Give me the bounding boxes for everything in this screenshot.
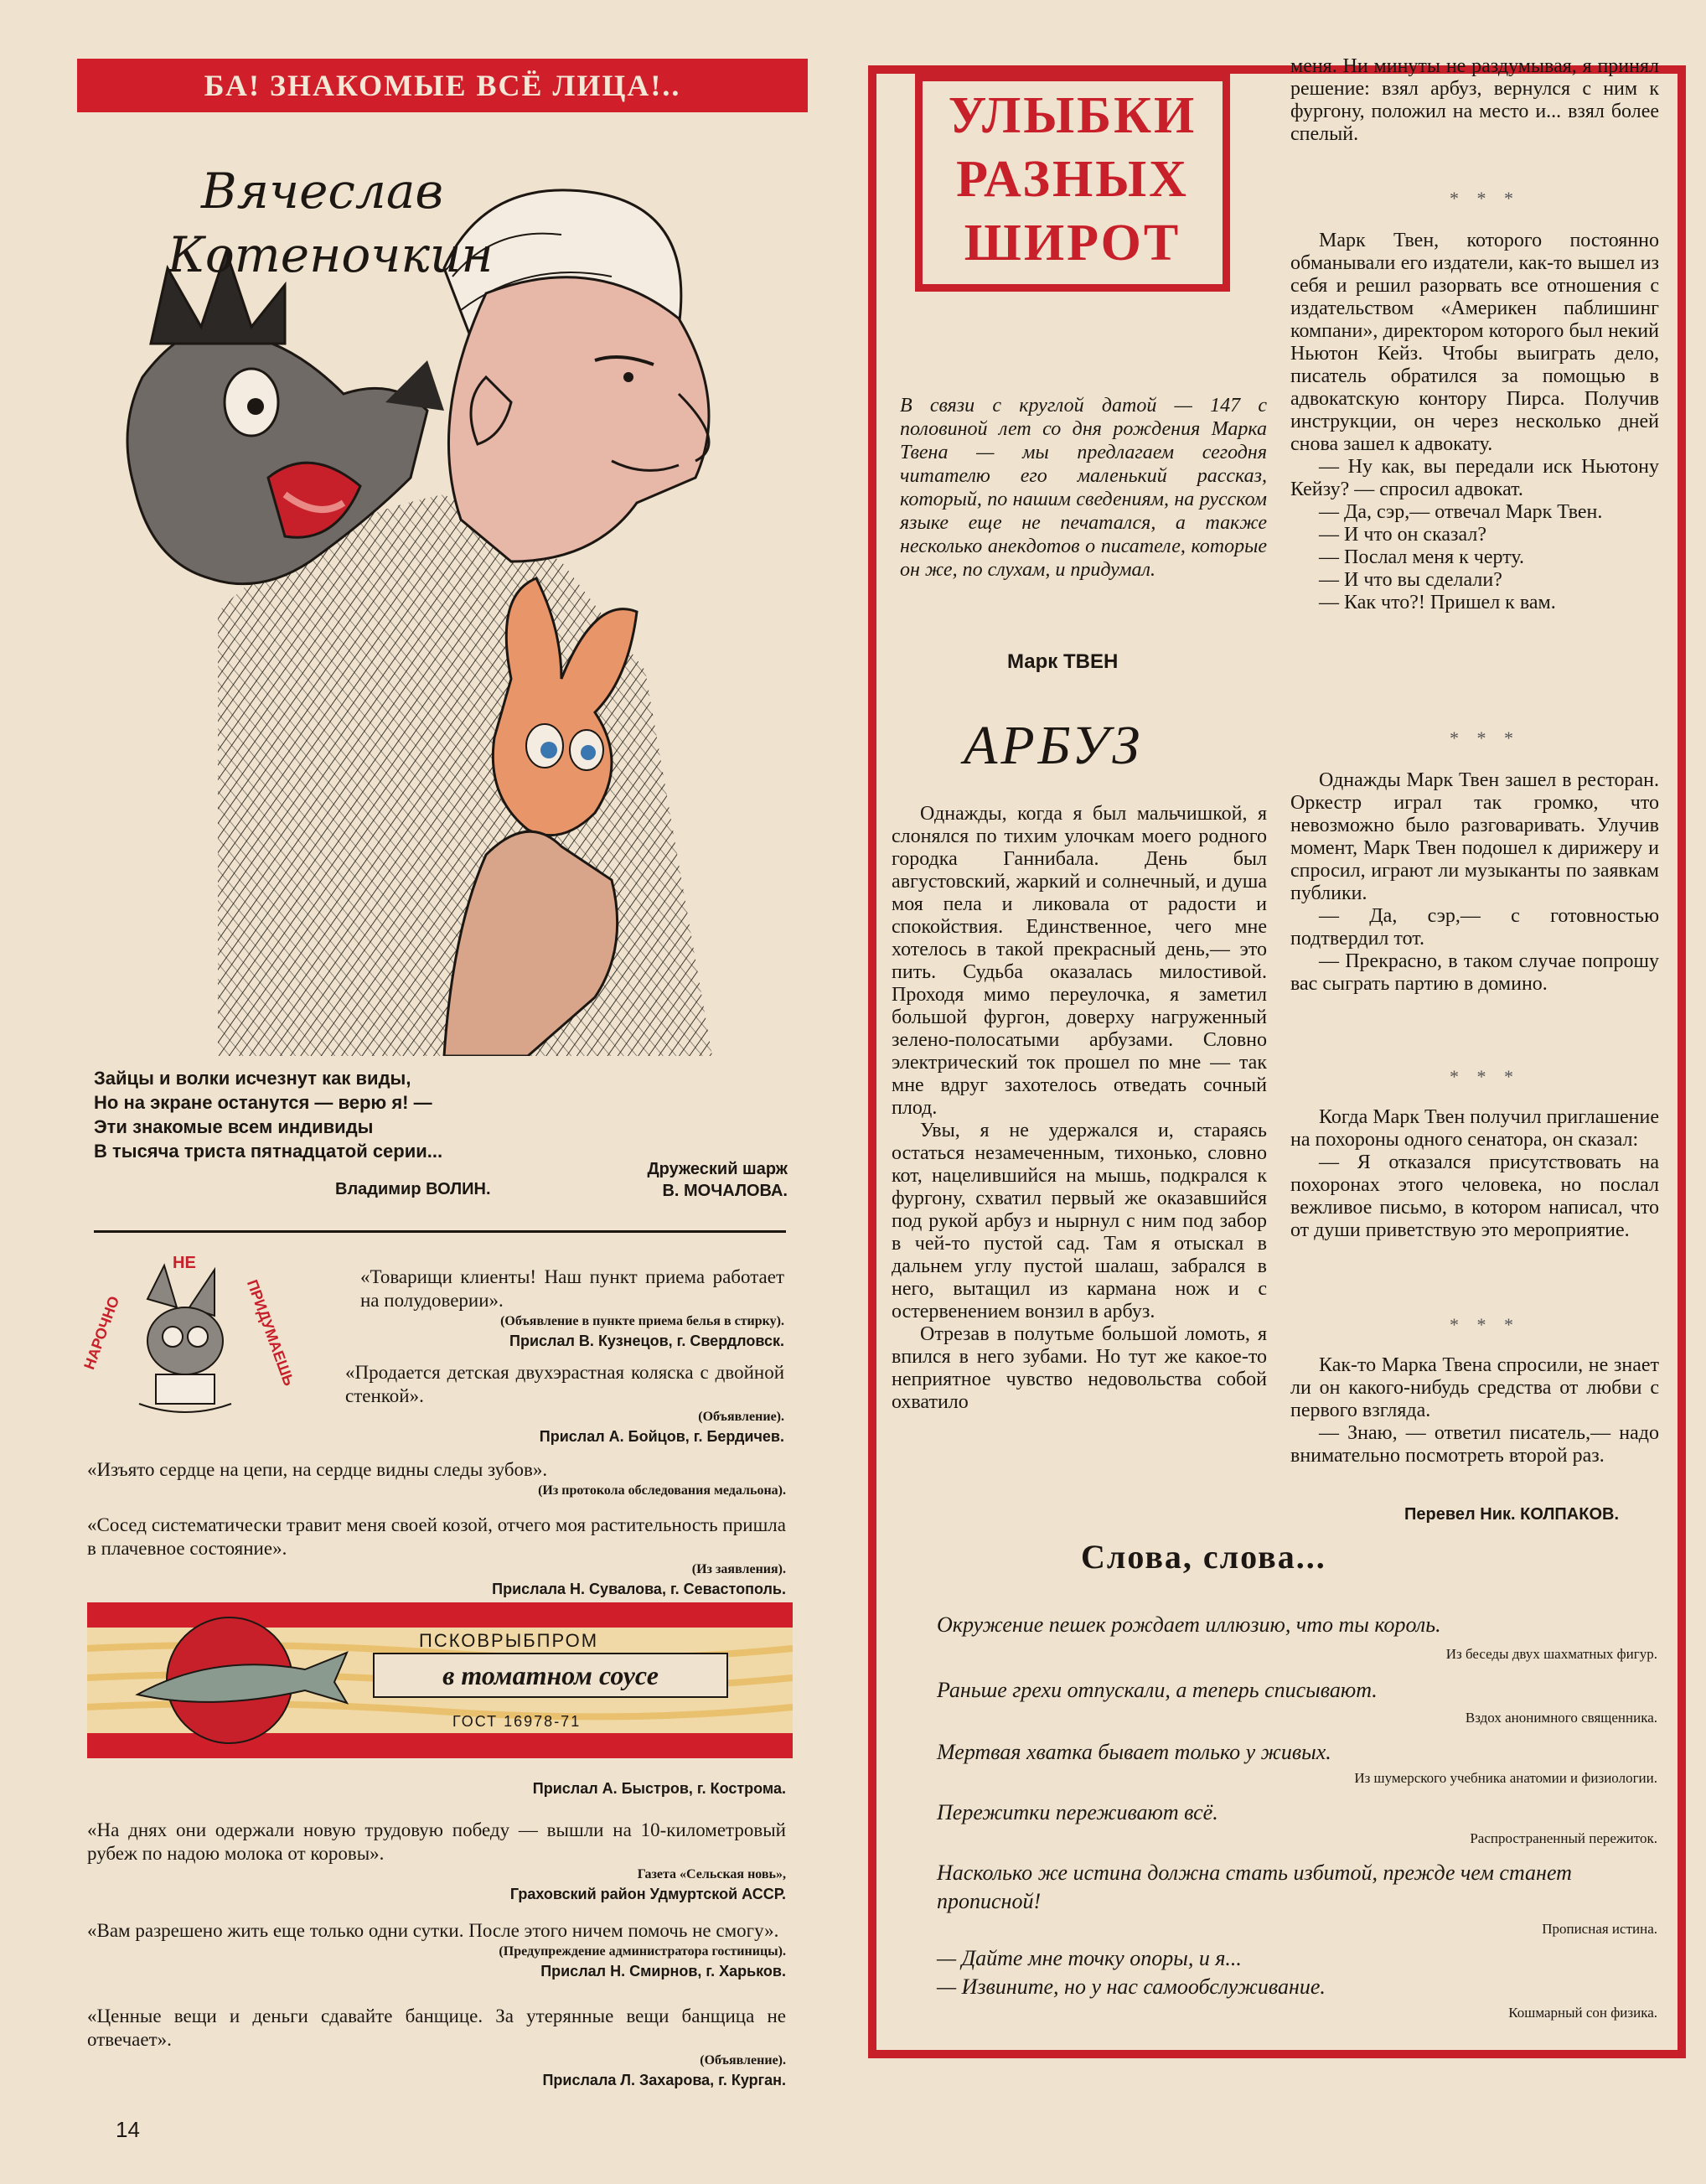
signature-last-name: Котеночкин bbox=[168, 226, 494, 283]
rubric-word-right: ПРИДУМАЕШЬ bbox=[243, 1277, 298, 1389]
aphorism-text: Раньше грехи отпускали, а теперь списывают. bbox=[937, 1678, 1378, 1702]
banner-title: БА! ЗНАКОМЫЕ ВСЁ ЛИЦА!.. bbox=[204, 69, 681, 102]
quote-source: Газета «Сельская новь», bbox=[637, 1867, 786, 1881]
story-paragraph: Увы, я не удержался и, стараясь остаться незамеченным, тихонько, словно кот, нацелившийся на мышь, подкрался к фургону, схватил первый же оказавшийся под рукой арбуз и нырнул с ним под забор в чей-то пустой сад. Там я отыскал в дальнем углу пустой шалаш, забрался в него, вытащил из кармана нож и с остервенением вонзил в арбуз. bbox=[892, 1120, 1267, 1322]
donkey-icon bbox=[89, 1249, 282, 1433]
anecdote-paragraph: — И что вы сделали? bbox=[1319, 569, 1502, 591]
anecdote-paragraph: — Знаю, — ответил писатель,— надо внимательно посмотреть второй раз. bbox=[1290, 1422, 1659, 1467]
anecdote bbox=[1290, 1106, 1659, 1242]
anecdote-paragraph: Однажды Марк Твен зашел в ресторан. Оркестр играл так громко, что невозможно было разговаривать. Улучив момент, Марк Твен подошел к дирижеру и спросил, играют ли музыканты по заявкам публики. bbox=[1290, 769, 1659, 904]
quote-source: (Объявление в пункте приема белья в стирку). bbox=[500, 1314, 784, 1328]
can-product: в томатном соусе bbox=[373, 1653, 728, 1698]
aphorism-source: Из беседы двух шахматных фигур. bbox=[1445, 1646, 1657, 1662]
aphorism-text: — Дайте мне точку опоры, и я... bbox=[937, 1946, 1242, 1970]
story-continuation: меня. Ни минуты не раздумывая, я принял решение: взял арбуз, вернулся с ним к фургону, положил на место и... взял более спелый. bbox=[1290, 55, 1659, 145]
anecdote bbox=[1290, 769, 1659, 996]
story-title: АРБУЗ bbox=[964, 715, 1144, 776]
quote-sender: Прислал А. Быстров, г. Кострома. bbox=[532, 1780, 786, 1797]
story-paragraph: Отрезав в полутьме большой ломоть, я впился в него зубами. Но тут же какое-то неприятное чувство недовольства собой охватило bbox=[892, 1323, 1267, 1413]
quote-text: «Продается детская двухэрастная коляска с двойной стенкой». bbox=[345, 1362, 784, 1406]
anecdote-paragraph: Когда Марк Твен получил приглашение на похороны одного сенатора, он сказал: bbox=[1290, 1106, 1659, 1151]
poem-line: Эти знакомые всем индивиды bbox=[94, 1116, 374, 1137]
anecdote-paragraph: Как-то Марка Твена спросили, не знает ли он какого-нибудь средства от любви с первого взгляда. bbox=[1290, 1354, 1659, 1421]
quote-sender: Прислал В. Кузнецов, г. Свердловск. bbox=[509, 1333, 784, 1349]
quote-sender: Прислала Л. Захарова, г. Курган. bbox=[542, 2072, 786, 2088]
quote-item bbox=[87, 2005, 786, 2090]
aphorism-text: Окружение пешек рождает иллюзию, что ты король. bbox=[937, 1612, 1441, 1637]
signature-first-name: Вячеслав bbox=[201, 163, 444, 220]
quote-source: (Объявление). bbox=[700, 2053, 786, 2068]
quote-sender: Прислала Н. Сувалова, г. Севастополь. bbox=[492, 1581, 786, 1597]
anecdote-paragraph: — Послал меня к черту. bbox=[1319, 546, 1524, 568]
rubric-title bbox=[922, 84, 1223, 275]
anecdote-paragraph: — Ну как, вы передали иск Ньютону Кейзу? — спросил адвокат. bbox=[1290, 456, 1659, 500]
divider bbox=[94, 1230, 786, 1233]
quote-text: «Товарищи клиенты! Наш пункт приема работает на полудоверии». bbox=[360, 1266, 784, 1311]
rubric-title-line: ШИРОТ bbox=[964, 215, 1181, 272]
section-title: Слова, слова... bbox=[1081, 1538, 1326, 1576]
quote-item bbox=[87, 1514, 786, 1599]
aphorism-source: Из шумерского учебника анатомии и физиологии. bbox=[1354, 1770, 1657, 1786]
credit-line: Дружеский шарж bbox=[647, 1160, 788, 1178]
rubric-word-left: НАРОЧНО bbox=[80, 1293, 123, 1372]
aphorism-source: Распространенный пережиток. bbox=[1470, 1830, 1657, 1846]
poem-line: Но на экране останутся — верю я! — bbox=[94, 1092, 432, 1113]
aphorism-text: — Извините, но у нас самообслуживание. bbox=[937, 1974, 1326, 1999]
anecdote bbox=[1290, 1354, 1659, 1467]
quote-source: (Из заявления). bbox=[691, 1562, 786, 1576]
poem-author: Владимир ВОЛИН. bbox=[335, 1180, 491, 1198]
quote-source: (Из протокола обследования медальона). bbox=[538, 1483, 786, 1498]
aphorism-source: Кошмарный сон физика. bbox=[1508, 2005, 1657, 2021]
poem-line: Зайцы и волки исчезнут как виды, bbox=[94, 1068, 411, 1089]
aphorism-text: Пережитки переживают всё. bbox=[937, 1800, 1218, 1824]
anecdote-paragraph: — Я отказался присутствовать на похоронах этого человека, но послал вежливое письмо, в котором написал, что от души приветствую это мероприятие. bbox=[1290, 1152, 1659, 1241]
can-brand: ПСКОВРЫБПРОМ bbox=[419, 1630, 599, 1651]
intro-text: В связи с круглой датой — 147 с половиной лет со дня рождения Марка Твена — мы предлагаем сегодня читателю его маленький рассказ, который, по нашим сведениям, на русском языке еще не печатался, а также несколько анекдотов о писателе, которые он же, по слухам, и придумал. bbox=[900, 395, 1267, 581]
aphorism-text: Насколько же истина должна стать избитой, прежде чем станет прописной! bbox=[937, 1861, 1572, 1913]
poem bbox=[94, 1066, 563, 1163]
aphorism-text: Мертвая хватка бывает только у живых. bbox=[937, 1740, 1331, 1764]
anecdote bbox=[1290, 230, 1659, 614]
story-paragraph: Однажды, когда я был мальчишкой, я слонялся по тихим улочкам моего родного городка Ганнибала. День был августовский, жаркий и солнечный, и душа моя пела и ликовала от радости и спокойствия. Единственное, чего мне хотелось в такой прекрасный день,— это пить. Судьба оказалась милостивой. Проходя мимо переулочка, я заметил большой фургон, доверху нагруженный зелено-полосатыми арбузами. Словно электрический ток прошел по мне — так мне вдруг захотелось отведать сочный плод. bbox=[892, 803, 1267, 1119]
anecdote-paragraph: — Да, сэр,— отвечал Марк Твен. bbox=[1319, 501, 1603, 523]
anecdote-paragraph: — И что он сказал? bbox=[1319, 524, 1486, 546]
quote-sender: Граховский район Удмуртской АССР. bbox=[509, 1886, 786, 1902]
story-body bbox=[892, 803, 1267, 1414]
rubric-title-line: УЛЫБКИ bbox=[948, 87, 1197, 144]
quote-text: «Изъято сердце на цепи, на сердце видны следы зубов». bbox=[87, 1459, 548, 1480]
anecdote-paragraph: — Да, сэр,— с готовностью подтвердил тот. bbox=[1290, 905, 1659, 950]
quote-item bbox=[87, 1819, 786, 1904]
rubric-title-line: РАЗНЫХ bbox=[956, 151, 1189, 208]
credit-line: В. МОЧАЛОВА. bbox=[662, 1182, 788, 1200]
artist-signature bbox=[168, 159, 520, 287]
quote-item bbox=[87, 1458, 786, 1500]
rubric-word-top: НЕ bbox=[173, 1254, 196, 1272]
anecdote-paragraph: — Прекрасно, в таком случае попрошу вас сыграть партию в домино. bbox=[1290, 950, 1659, 995]
aphorism-source: Вздох анонимного священника. bbox=[1465, 1710, 1657, 1726]
quote-source: (Предупреждение администратора гостиницы). bbox=[499, 1944, 786, 1959]
quote-text: «На днях они одержали новую трудовую победу — вышли на 10-километровый рубеж по надою молока от коровы». bbox=[87, 1819, 786, 1864]
cartoon-credit bbox=[587, 1158, 788, 1202]
aphorism-source: Прописная истина. bbox=[1542, 1921, 1657, 1937]
quote-text: «Ценные вещи и деньги сдавайте банщице. За утерянные вещи банщица не отвечает». bbox=[87, 2005, 786, 2050]
separator: * * * bbox=[1450, 1066, 1520, 1087]
quote-source: (Объявление). bbox=[698, 1410, 784, 1424]
separator: * * * bbox=[1450, 727, 1520, 748]
rubric-emblem bbox=[80, 1249, 298, 1433]
quote-sender: Прислал А. Бойцов, г. Бердичев. bbox=[539, 1428, 784, 1445]
can-gost: ГОСТ 16978-71 bbox=[452, 1713, 582, 1730]
quote-text: «Сосед систематически травит меня своей козой, отчего моя растительность пришла в плачевное состояние». bbox=[87, 1514, 786, 1559]
quote-sender: Прислал Н. Смирнов, г. Харьков. bbox=[540, 1963, 786, 1980]
quote-item bbox=[87, 1919, 786, 1981]
anecdote-paragraph: Марк Твен, которого постоянно обманывали его издатели, как-то вышел из себя и решил разорвать все отношения с издательством «Америкен паблишинг компани», директором которого был некий Ньютон Кейз. Чтобы выиграть дело, писатель обратился за помощью в адвокатскую контору Пирса. Получив инструкции, он через несколько дней снова зашел к адвокату. bbox=[1290, 230, 1659, 455]
quote-text: «Вам разрешено жить еще только одни сутки. После этого ничем помочь не смогу». bbox=[87, 1920, 779, 1941]
page-number: 14 bbox=[116, 2117, 140, 2142]
separator: * * * bbox=[1450, 188, 1520, 209]
anecdote-paragraph: — Как что?! Пришел к вам. bbox=[1319, 592, 1556, 613]
story-author: Марк ТВЕН bbox=[1007, 650, 1119, 673]
translator-credit: Перевел Ник. КОЛПАКОВ. bbox=[1404, 1505, 1619, 1524]
quote-item bbox=[345, 1361, 784, 1447]
poem-line: В тысяча триста пятнадцатой серии... bbox=[94, 1141, 443, 1162]
separator: * * * bbox=[1450, 1314, 1520, 1335]
section-banner bbox=[77, 59, 808, 112]
quote-item bbox=[360, 1265, 784, 1351]
